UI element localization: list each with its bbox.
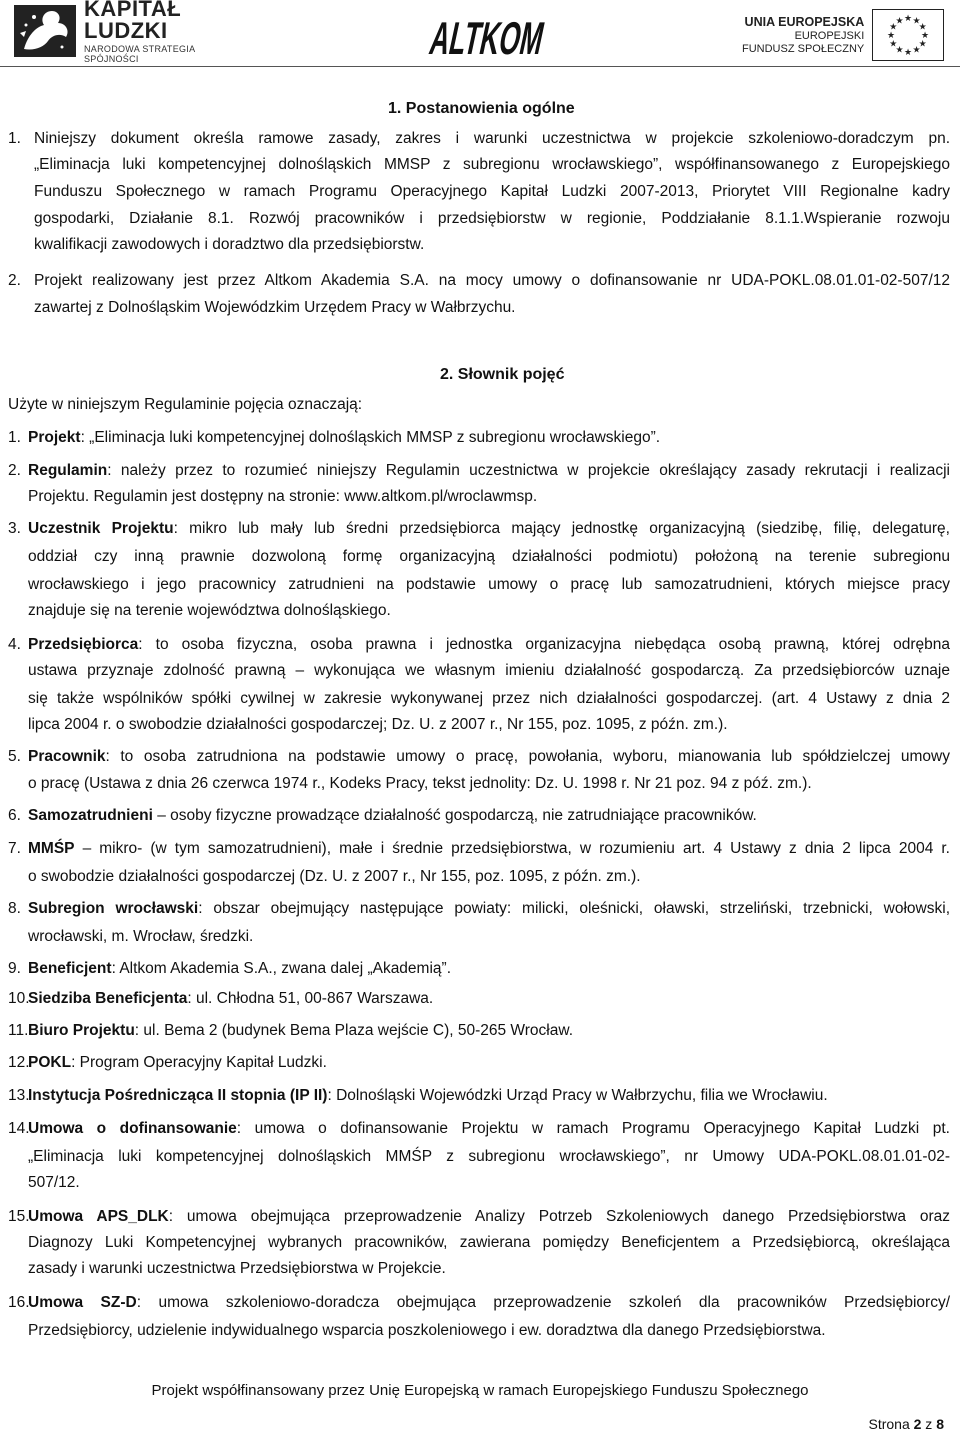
definition-text: : Altkom Akademia S.A., zwana dalej „Akademią”. [111, 960, 451, 977]
definition-term: Umowa SZ-D [28, 1294, 137, 1311]
definition-number-text: 12. [8, 1054, 30, 1071]
definition-line [28, 838, 950, 860]
definition-term: Pracownik [28, 748, 106, 765]
eu-star-icon: ★ [889, 38, 898, 49]
eu-star-icon: ★ [918, 21, 928, 32]
definition-text: : „Eliminacja luki kompetencyjnej dolnośląskich MMSP z subregionu wrocławskiego”. [80, 429, 661, 446]
definition-text: Przedsiębiorcy, udzielenie indywidualnego wsparcia poszkoleniowego i ew. doradztwa dla danego Przedsiębiorstwa. [28, 1322, 826, 1339]
definition-text: o swobodzie działalności gospodarczej (Dz. U. z 2007 r., Nr 155, poz. 1095, z późn. zm.). [28, 868, 641, 885]
eu-line2: EUROPEJSKI [794, 29, 865, 42]
definition-line [28, 1232, 950, 1254]
definition-line [28, 634, 950, 656]
definition-line [28, 460, 950, 482]
definition-line [28, 926, 253, 948]
definition-text: : umowa obejmująca przeprowadzenie Analizy Potrzeb Szkoleniowych danego Przedsiębiorstwa oraz [168, 1208, 950, 1225]
eu-star-icon: ★ [904, 13, 913, 23]
definition-line [28, 805, 757, 827]
definition-number [8, 427, 21, 449]
definition-number [8, 1292, 30, 1314]
definition-text: o pracę (Ustawa z dnia 26 czerwca 1974 r., Kodeks Pracy, tekst jednolity: Dz. U. 1998 r. Nr 21 poz. 94 z póź. zm.). [28, 775, 812, 792]
definition-line [28, 714, 728, 736]
definition-text: : mikro lub mały lub średni przedsiębiorca mający jednostkę organizacyjną (siedzibę, filię, delegaturę, [173, 520, 950, 537]
p1-line [34, 208, 950, 230]
definition-line [28, 1118, 950, 1140]
definition-text: : ul. Chłodna 51, 00-867 Warszawa. [187, 990, 434, 1007]
definition-number [8, 746, 21, 768]
definition-text: Projektu. Regulamin jest dostępny na stronie: www.altkom.pl/wroclawmsp. [28, 488, 538, 505]
definition-line [28, 600, 391, 622]
definition-number-text: 1. [8, 429, 21, 446]
p1-line [34, 234, 424, 256]
page-prefix: Strona [868, 1416, 914, 1432]
definition-line [28, 518, 950, 540]
definition-line [28, 1258, 446, 1280]
p1-line [34, 181, 950, 203]
eu-star-icon: ★ [918, 38, 928, 49]
definition-number [8, 1118, 30, 1140]
definition-number [8, 634, 21, 656]
definition-text: „Eliminacja luki kompetencyjnej dolnośląskich MMŚP z subregionu wrocławskiego”, nr Umowy UDA-POKL.08.01.01-02- [28, 1148, 950, 1165]
definition-term: Regulamin [28, 462, 108, 479]
eu-line1: UNIA EUROPEJSKA [744, 14, 865, 29]
definition-line [28, 1020, 573, 1042]
definition-number-text: 8. [8, 900, 21, 917]
eu-logo [742, 8, 952, 62]
kapital-ludzki-logo [14, 0, 234, 64]
definition-number [8, 988, 30, 1010]
eu-star-icon: ★ [895, 44, 904, 55]
section2-intro-text: Użyte w niniejszym Regulaminie pojęcia oznaczają: [8, 396, 363, 413]
definition-text: : obszar obejmujący następujące powiaty: milicki, oleśnicki, oławski, strzeliński, trzebnicki, wołowski, [198, 900, 950, 917]
p2-number [8, 270, 21, 292]
definition-term: POKL [28, 1054, 72, 1071]
eu-star-icon: ★ [904, 47, 913, 57]
p2-line [34, 297, 516, 319]
p1-line1: Niniejszy dokument określa ramowe zasady, zakres i warunki uczestnictwa w projekcie szkoleniowo-doradczym pn. [34, 130, 950, 147]
definition-text: się także wspólników spółki cywilnej w zakresie wykonywanej przez nich działalności gospodarczej. (art. 4 Ustawy z dnia 2 [28, 690, 950, 707]
definition-line [28, 1052, 327, 1074]
definition-number-text: 5. [8, 748, 21, 765]
section1-heading-text: 1. Postanowienia ogólne [388, 100, 575, 117]
definition-number-text: 3. [8, 520, 21, 537]
definition-text: 507/12. [28, 1174, 80, 1191]
section2-heading-text: 2. Słownik pojęć [440, 366, 565, 383]
definition-number-text: 13. [8, 1087, 30, 1104]
definition-text: : umowa szkoleniowo-doradcza obejmująca przeprowadzenie szkoleń dla pracowników Przedsiębiorcy/ [136, 1294, 951, 1311]
p1-line [34, 128, 950, 150]
definition-text: : Program Operacyjny Kapitał Ludzki. [71, 1054, 327, 1071]
definition-number-text: 9. [8, 960, 21, 977]
definition-term: Samozatrudnieni [28, 807, 153, 824]
definition-text: – mikro- (w tym samozatrudnieni), małe i średnie przedsiębiorstwa, w rozumieniu art. 4 Ustawy z dnia 2 lipca 2004 r. [74, 840, 950, 857]
definition-number [8, 805, 21, 827]
definition-number-text: 6. [8, 807, 21, 824]
definition-line [28, 958, 451, 980]
definition-text: Diagnozy Luki Kompetencyjnej wybranych pracowników, zawierana pomiędzy Beneficjentem a Przedsiębiorcą, określająca [28, 1234, 950, 1251]
definition-text: : umowa o dofinansowanie Projektu w ramach Programu Operacyjnego Kapitał Ludzki pt. [236, 1120, 950, 1137]
definition-number [8, 460, 21, 482]
definition-term: Umowa APS_DLK [28, 1208, 169, 1225]
definition-text: wrocławskiego i jego pracownicy zatrudnieni na podstawie umowy o pracę lub samozatrudnieni, których miejsce pracy [28, 576, 950, 593]
definition-term: MMŚP [28, 840, 75, 857]
p2-line [34, 270, 950, 292]
p1-line5: kwalifikacji zawodowych i doradztwo dla przedsiębiorstw. [34, 236, 425, 253]
definition-line [28, 660, 950, 682]
definition-number-text: 4. [8, 636, 21, 653]
definition-text: : Dolnośląski Wojewódzki Urząd Pracy w Wałbrzychu, filia we Wrocławiu. [327, 1087, 828, 1104]
p1-line2: „Eliminacja luki kompetencyjnej dolnośląskich MMSP z subregionu wrocławskiego”, współfinansowanego z Europejskiego [34, 156, 950, 173]
definition-text: wrocławski, m. Wrocław, średzki. [28, 928, 254, 945]
definition-line [28, 866, 641, 888]
definition-line [28, 1320, 826, 1342]
definition-text: znajduje się na terenie województwa dolnośląskiego. [28, 602, 391, 619]
page-total: 8 [936, 1416, 944, 1432]
definition-number [8, 838, 21, 860]
definition-line [28, 688, 950, 710]
definition-line [28, 1172, 80, 1194]
definition-term: Projekt [28, 429, 81, 446]
definition-term: Beneficjent [28, 960, 112, 977]
section1-heading [388, 98, 575, 120]
definition-term: Instytucja Pośrednicząca II stopnia (IP II) [28, 1087, 328, 1104]
kl-subtitle: NARODOWA STRATEGIA SPÓJNOŚCI [84, 44, 195, 64]
definition-number-text: 7. [8, 840, 21, 857]
p1-number [8, 128, 21, 150]
definition-number-text: 14. [8, 1120, 30, 1137]
eu-star-icon: ★ [887, 30, 896, 40]
definition-number [8, 518, 21, 540]
definition-number-text: 2. [8, 462, 21, 479]
eu-star-icon: ★ [921, 30, 930, 40]
definition-text: : ul. Bema 2 (budynek Bema Plaza wejście C), 50-265 Wrocław. [134, 1022, 574, 1039]
p2-line1: Projekt realizowany jest przez Altkom Akademia S.A. na mocy umowy o dofinansowanie nr UDA-POKL.08.01.01-02-507/12 [34, 272, 950, 289]
definition-text: ustawa przyznaje zdolność prawną – wykonująca we własnym imieniu działalność gospodarczą. Za przedsiębiorców uznaje [28, 662, 950, 679]
p1-line3: Funduszu Społecznego w ramach Programu Operacyjnego Kapitał Ludzki 2007-2013, Priorytet VIII Regionalne kadry [34, 183, 950, 200]
definition-line [28, 898, 950, 920]
definition-line [28, 427, 660, 449]
eu-line3: FUNDUSZ SPOŁECZNY [742, 42, 865, 55]
definition-number [8, 898, 21, 920]
eu-star-icon: ★ [895, 15, 904, 26]
definition-text: : należy przez to rozumieć niniejszy Regulamin uczestnictwa w projekcie określający zasady rekrutacji i realizacji [107, 462, 950, 479]
definition-number-text: 10. [8, 990, 30, 1007]
altkom-logo [424, 6, 630, 64]
definition-text: : to osoba zatrudniona na podstawie umowy o pracę, powołania, wyboru, mianowania lub spółdzielczej umowy [105, 748, 950, 765]
altkom-wordmark: ALTKOM [425, 12, 630, 64]
definition-line [28, 1085, 828, 1107]
definition-line [28, 746, 950, 768]
definition-number-text: 16. [8, 1294, 30, 1311]
p1-line [34, 154, 950, 176]
definition-number [8, 1085, 30, 1107]
definition-line [28, 1292, 950, 1314]
kapital-ludzki-emblem-icon [14, 5, 76, 57]
page-number [868, 1416, 944, 1432]
eu-star-icon: ★ [912, 15, 921, 26]
p1-line4: gospodarki, Działanie 8.1. Rozwój pracowników i przedsiębiorstw w regionie, Poddziałanie 8.1.1.Wspieranie rozwoju [34, 210, 950, 227]
definition-text: : to osoba fizyczna, osoba prawna i jednostka organizacyjna niebędąca osobą prawną, której odrębna [138, 636, 950, 653]
definition-line [28, 1146, 950, 1168]
definition-term: Biuro Projektu [28, 1022, 135, 1039]
page-current: 2 [913, 1416, 922, 1432]
header-divider [0, 66, 960, 67]
definition-number-text: 15. [8, 1208, 30, 1225]
p2-line2: zawartej z Dolnośląskim Wojewódzkim Urzędem Pracy w Wałbrzychu. [34, 299, 516, 316]
definition-term: Uczestnik Projektu [28, 520, 174, 537]
definition-text: lipca 2004 r. o swobodzie działalności gospodarczej; Dz. U. z 2007 r., Nr 155, poz. 1095, z późn. zm.). [28, 716, 728, 733]
definition-line [28, 988, 433, 1010]
p2-number-text: 2. [8, 272, 21, 289]
eu-flag-icon [872, 9, 944, 61]
definition-line [28, 773, 812, 795]
kl-title: KAPITAŁ LUDZKI [84, 0, 182, 43]
page-mid: z [921, 1416, 937, 1432]
section2-intro [8, 394, 362, 416]
p1-number-text: 1. [8, 130, 21, 147]
definition-term: Umowa o dofinansowanie [28, 1120, 237, 1137]
definition-line [28, 574, 950, 596]
definition-line [28, 546, 950, 568]
definition-line [28, 1206, 950, 1228]
definition-number-text: 11. [8, 1022, 29, 1039]
definition-text: – osoby fizyczne prowadzące działalność gospodarczą, nie zatrudniające pracowników. [152, 807, 757, 824]
definition-number [8, 1206, 30, 1228]
definition-number [8, 1052, 30, 1074]
definition-term: Przedsiębiorca [28, 636, 139, 653]
definition-term: Subregion wrocławski [28, 900, 199, 917]
definition-text: oddział czy inną prawnie dozwoloną formę organizacyjną działalności podmiotu) położoną na terenie subregionu [28, 548, 950, 565]
definition-line [28, 486, 537, 508]
footer-text: Projekt współfinansowany przez Unię Europejską w ramach Europejskiego Funduszu Społecznego [151, 1382, 809, 1399]
definition-number [8, 958, 21, 980]
section2-heading [440, 364, 564, 386]
definition-text: zasady i warunki uczestnictwa Przedsiębiorstwa w Projekcie. [28, 1260, 446, 1277]
definition-number [8, 1020, 28, 1042]
eu-star-icon: ★ [889, 21, 898, 32]
page-header [0, 0, 960, 80]
eu-star-icon: ★ [912, 44, 921, 55]
definition-term: Siedziba Beneficjenta [28, 990, 188, 1007]
